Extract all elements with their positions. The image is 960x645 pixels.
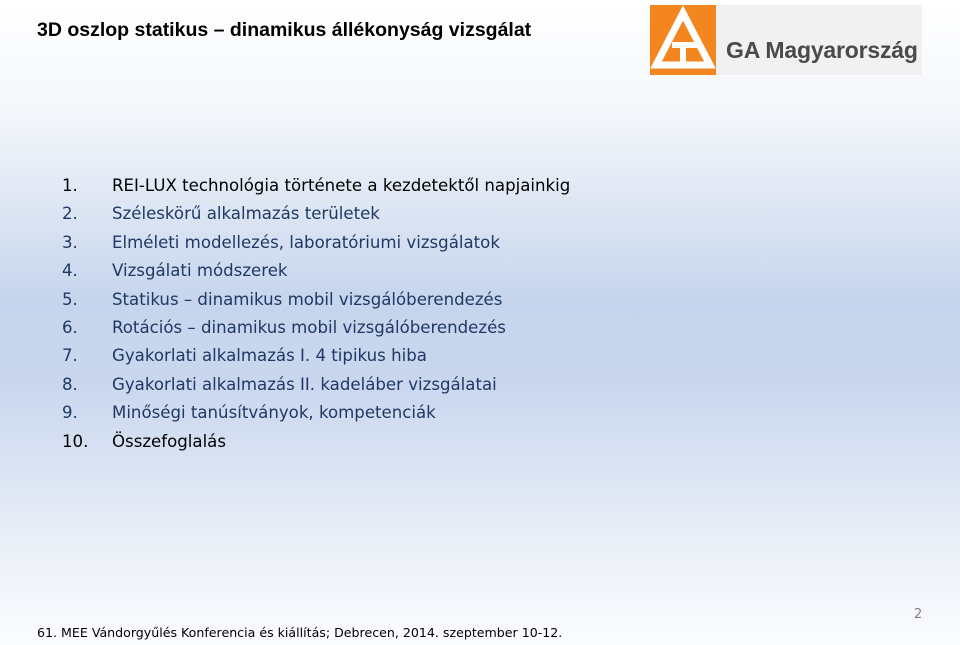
footer-text: 61. MEE Vándorgyűlés Konferencia és kiállítás; Debrecen, 2014. szeptember 10-12. bbox=[37, 625, 563, 640]
agenda-item: 7. Gyakorlati alkalmazás I. 4 tipikus hiba bbox=[62, 346, 427, 366]
ga-logo-icon bbox=[650, 5, 716, 75]
slide-title: 3D oszlop statikus – dinamikus állékonyság vizsgálat bbox=[37, 19, 532, 41]
agenda-list bbox=[62, 172, 570, 456]
logo-text: GA Magyarország bbox=[726, 37, 918, 63]
agenda-item: 2. Széleskörű alkalmazás területek bbox=[62, 204, 380, 224]
company-logo bbox=[650, 5, 922, 75]
agenda-item: 1. REI-LUX technológia története a kezdetektől napjainkig bbox=[62, 176, 571, 195]
agenda-item: 5. Statikus – dinamikus mobil vizsgálóberendezés bbox=[62, 289, 503, 309]
page-number: 2 bbox=[914, 607, 923, 622]
agenda-item: 8. Gyakorlati alkalmazás II. kadeláber vizsgálatai bbox=[62, 374, 497, 394]
agenda-item: 10. Összefoglalás bbox=[62, 431, 227, 451]
agenda-item: 6. Rotációs – dinamikus mobil vizsgálóberendezés bbox=[62, 317, 506, 337]
agenda-item: 4. Vizsgálati módszerek bbox=[62, 261, 288, 281]
agenda-item: 3. Elméleti modellezés, laboratóriumi vizsgálatok bbox=[62, 232, 500, 252]
agenda-item: 9. Minőségi tanúsítványok, kompetenciák bbox=[62, 403, 436, 423]
